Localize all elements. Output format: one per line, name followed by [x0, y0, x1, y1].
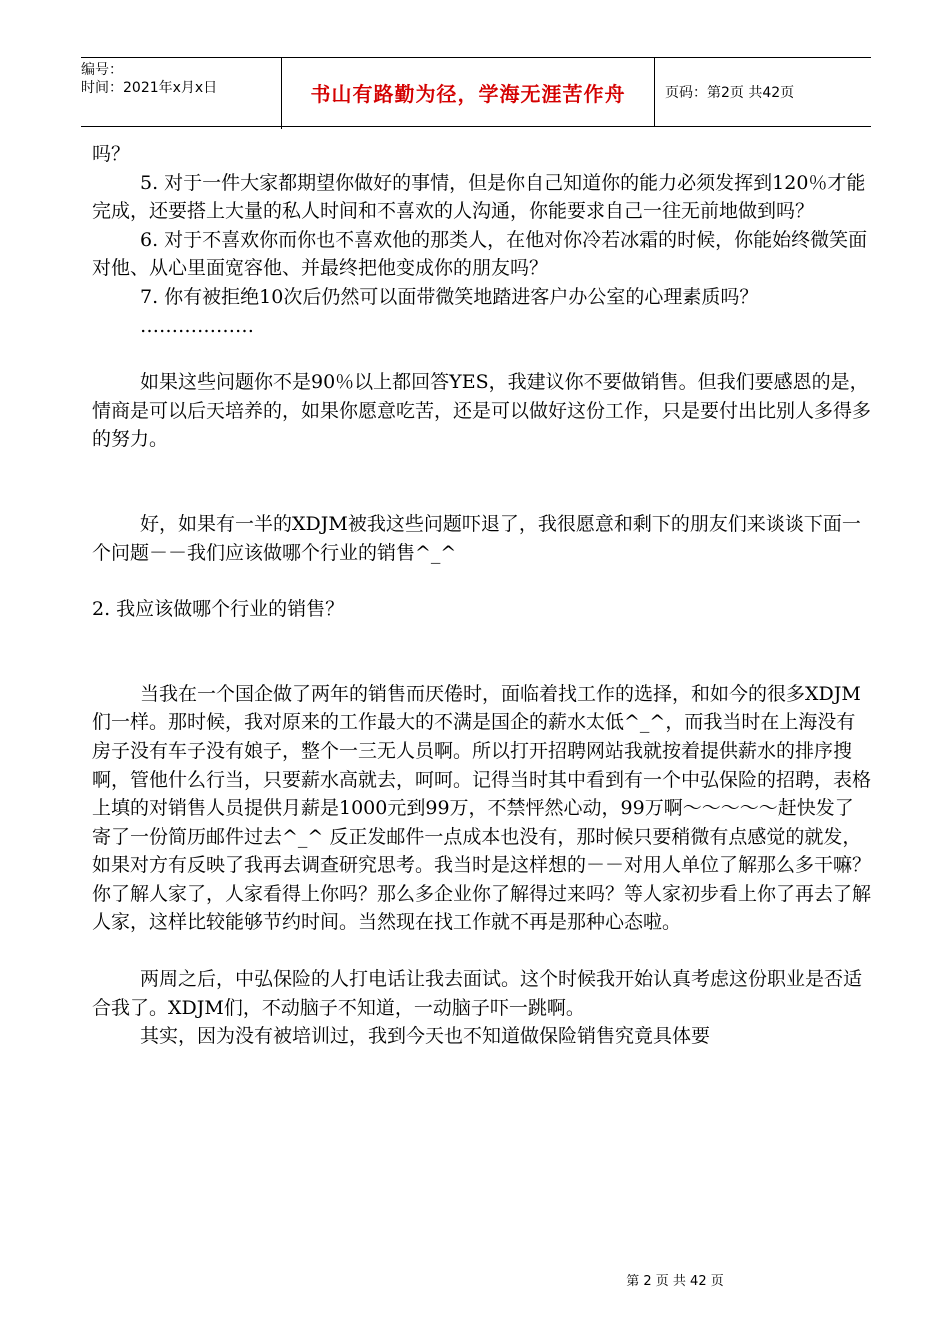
paragraph: 其实，因为没有被培训过，我到今天也不知道做保险销售究竟具体要: [140, 1025, 711, 1048]
question-7: 7. 你有被拒绝10次后仍然可以面带微笑地踏进客户办公室的心理素质吗？: [140, 285, 759, 308]
question-6: 6. 对于不喜欢你而你也不喜欢他的那类人，在他对你冷若冰霜的时候，你能始终微笑面对他、从心里面宽容他、并最终把他变成你的朋友吗？: [92, 228, 868, 280]
header-motto-cell: [282, 58, 655, 126]
date-label: 时间：2021年x月x日: [81, 80, 218, 96]
paragraph: 两周之后，中弘保险的人打电话让我去面试。这个时候我开始认真考虑这份职业是否适合我了。XDJM们，不动脑子不知道，一动脑子吓一跳啊。: [92, 968, 863, 1019]
number-label: 编号：: [81, 62, 123, 78]
section-heading: 2. 我应该做哪个行业的销售？: [92, 598, 345, 621]
ellipsis-line: ………………: [140, 314, 254, 337]
header-page-info: 页码：第2页 共42页: [665, 85, 795, 101]
paragraph: 吗？: [92, 143, 131, 165]
paragraph: 好，如果有一半的XDJM被我这些问题吓退了，我很愿意和剩下的朋友们来谈谈下面一个问题－－我们应该做哪个行业的销售^_^: [92, 512, 861, 564]
motto: 书山有路勤为径，学海无涯苦作舟: [310, 81, 626, 106]
footer-page-number: 第 2 页 共 42 页: [626, 1274, 724, 1289]
page-header: [81, 57, 871, 127]
document-body: [92, 140, 872, 1051]
question-5: 5. 对于一件大家都期望你做好的事情，但是你自己知道你的能力必须发挥到120％才能完成，还要搭上大量的私人时间和不喜欢的人沟通，你能要求自己一往无前地做到吗？: [92, 171, 866, 223]
page-footer: [0, 1270, 950, 1289]
paragraph: 当我在一个国企做了两年的销售而厌倦时，面临着找工作的选择，和如今的很多XDJM们一样。那时候，我对原来的工作最大的不满是国企的薪水太低^_^，而我当时在上海没有房子没有车子没有娘子，整个一三无人员啊。所以打开招聘网站我就按着提供薪水的排序搜啊，管他什么行当，只要薪水高就去，呵呵。记得当时其中看到有一个中弘保险的招聘，表格上填的对销售人员提供月薪是1000元到99万，不禁怦然心动，99万啊～～～～～赶快发了寄了一份简历邮件过去^_^ 反正发邮件一点成本也没有，那时候只要稍微有点感觉的就发，如果对方有反映了我再去调查研究思考。我当时是这样想的－－对用人单位了解那么多干嘛？你了解人家了，人家看得上你吗？那么多企业你了解得过来吗？等人家初步看上你了再去了解人家，这样比较能够节约时间。当然现在找工作就不再是那种心态啦。: [92, 682, 872, 934]
header-meta: [81, 58, 282, 129]
paragraph: 如果这些问题你不是90％以上都回答YES，我建议你不要做销售。但我们要感恩的是，情商是可以后天培养的，如果你愿意吃苦，还是可以做好这份工作，只是要付出比别人多得多的努力。: [92, 371, 872, 451]
